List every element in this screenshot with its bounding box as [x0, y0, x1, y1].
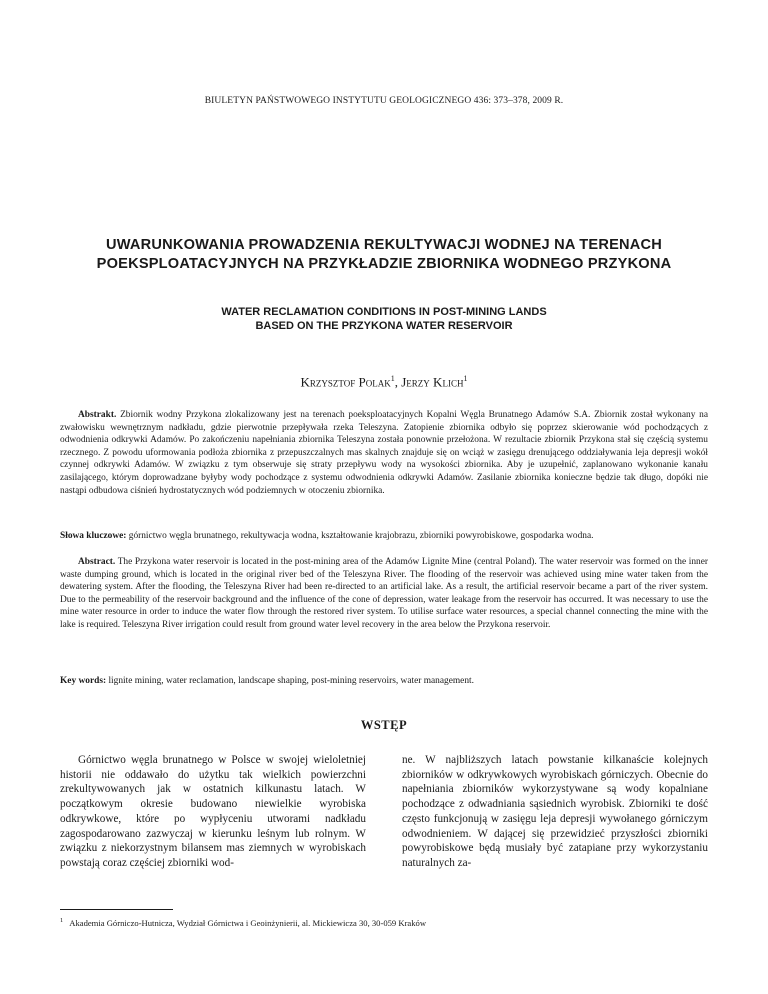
- abstract-english: [60, 556, 708, 632]
- subtitle-line-1: WATER RECLAMATION CONDITIONS IN POST-MINING LANDS: [221, 306, 547, 318]
- author-list: [0, 374, 768, 390]
- keywords-english-label: Key words:: [60, 676, 107, 686]
- body-column-left: Górnictwo węgla brunatnego w Polsce w swojej wieloletniej historii nie oddawało do użytku tak wielkich powierzchni zrekultywowanych jak w ostatnich kilkunastu latach. W początkowym okresie budowano niewielkie wyrobiska odkrywkowe, które po wypłyceniu utworami nadkładu zagospodarowano zazwyczaj w kierunku leśnym lub rolnym. W związku z niekorzystnym bilansem mas ziemnych w wyrobiskach powstają coraz częściej zbiorniki wod-: [60, 754, 366, 869]
- abstract-english-text: The Przykona water reservoir is located in the post-mining area of the Adamów Lignite Mine (central Poland). The water reservoir was formed on the inner waste dumping ground, which is located in the original river bed of the Teleszyna River. The flooding of the reservoir was achieved using mine water taken from the dewatering system. After the flooding, the Teleszyna River had been re-directed to an artificial lake. As a result, the artificial reservoir became a part of the river system. Due to the permeability of the reservoir background and the influence of the cone of depression, water leakage from the reservoir has occurred. It was necessary to use the mine water resource in order to induce the water flow through the restored river system. To utilise surface water resources, a special channel connecting the mine with the lake is required. Teleszyna River irrigation could result from ground water level recovery in the area below the Przykona reservoir.: [60, 557, 708, 630]
- keywords-polish: [60, 530, 708, 543]
- abstract-polish: [60, 409, 708, 497]
- keywords-english-text: lignite mining, water reclamation, landscape shaping, post-mining reservoirs, water management.: [108, 676, 474, 686]
- keywords-polish-label: Słowa kluczowe:: [60, 531, 127, 541]
- title-line-1: UWARUNKOWANIA PROWADZENIA REKULTYWACJI WODNEJ NA TERENACH: [106, 237, 662, 253]
- subtitle-line-2: BASED ON THE PRZYKONA WATER RESERVOIR: [255, 320, 513, 332]
- author-name: Jerzy Klich: [401, 374, 464, 390]
- section-heading: WSTĘP: [360, 718, 408, 732]
- author-separator: ,: [394, 374, 402, 390]
- journal-header: BIULETYN PAŃSTWOWEGO INSTYTUTU GEOLOGICZNEGO 436: 373–378, 2009 R.: [204, 96, 564, 106]
- abstract-polish-text: Zbiornik wodny Przykona zlokalizowany jest na terenach poeksploatacyjnych Kopalni Węgla Brunatnego Adamów S.A. Zbiornik został wykonany na zwałowisku wewnętrznym nadkładu, gdzie pierwotnie przepływała rzeka Teleszyna. Zatopienie zbiornika odbyło się poprzez skierowanie wód pochodzących z odwodnienia odkrywki Adamów. Po zakończeniu napełniania zbiornika Teleszyna została ponownie przełożona. W rezultacie zbiornik Przykona stał się częścią systemu rzecznego. Z powodu uformowania podłoża zbiornika z przepuszczalnych mas skalnych znajduje się on wciąż w zasięgu drenującego oddziaływania leja depresji wokół czynnej odkrywki Adamów. W związku z tym obserwuje się straty przepływu wody na wysokości zbiornika. Aby je uzupełnić, zaplanowano wykonanie kanału zasilającego, którym doprowadzane byłyby wody pochodzące z systemu odwodnienia odkrywki Adamów. Zasilanie zbiornika konieczne będzie tak długo, dopóki nie nastąpi odbudowa ciśnień hydrostatycznych wód podziemnych w otoczeniu zbiornika.: [60, 410, 709, 496]
- paper-title-polish: [60, 236, 708, 274]
- keywords-polish-text: górnictwo węgla brunatnego, rekultywacja wodna, kształtowanie krajobrazu, zbiorniki powyrobiskowe, gospodarka wodna.: [128, 531, 594, 541]
- author-affiliation-mark: 1: [463, 374, 468, 383]
- body-column-right: ne. W najbliższych latach powstanie kilkanaście kolejnych zbiorników w odkrywkowych wyrobiskach górniczych. Obecnie do napełniania zbiorników wykorzystywane są wody kopalniane pochodzące z odwadniania sąsiednich wyrobisk. Zbiorniki te dość często funkcjonują w zasięgu leja depresji wywołanego górniczym odwodnieniem. W dającej się przewidzieć przyszłości zbiorniki powyrobiskowe będą musiały być zatapiane przy wykorzystaniu naturalnych za-: [402, 754, 708, 869]
- footnote: [60, 917, 708, 928]
- keywords-english: [60, 675, 708, 688]
- footnote-divider: [60, 909, 173, 910]
- paper-title-english: [90, 305, 678, 333]
- author-affiliation-mark: 1: [390, 374, 395, 383]
- author-name: Krzysztof Polak: [300, 374, 391, 390]
- abstract-polish-label: Abstrakt.: [78, 410, 117, 420]
- title-line-2: POEKSPLOATACYJNYCH NA PRZYKŁADZIE ZBIORNIKA WODNEGO PRZYKONA: [96, 256, 672, 272]
- abstract-english-label: Abstract.: [78, 557, 116, 567]
- footnote-marker: 1: [60, 917, 64, 924]
- footnote-text: Akademia Górniczo-Hutnicza, Wydział Górnictwa i Geoinżynierii, al. Mickiewicza 30, 30-059 Kraków: [69, 917, 427, 928]
